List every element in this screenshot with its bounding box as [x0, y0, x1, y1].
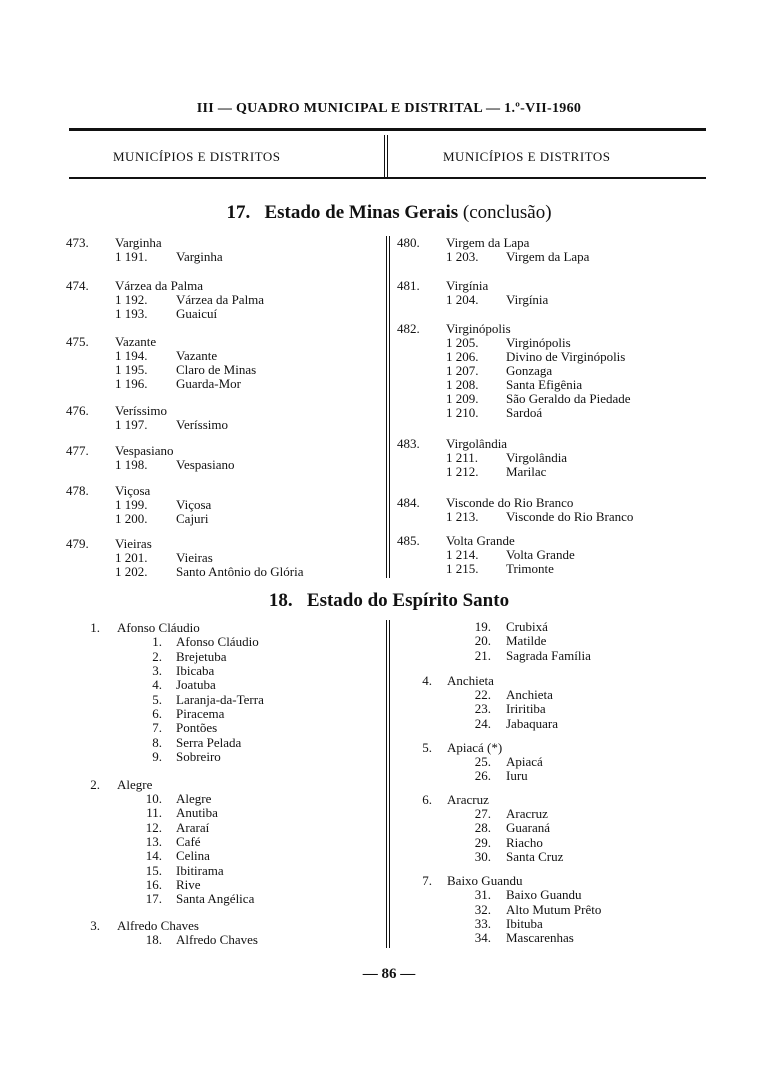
- district-name: Trimonte: [506, 561, 554, 576]
- district-name: Veríssimo: [176, 417, 228, 432]
- municipality-name: Apiacá (*): [447, 740, 503, 755]
- district-name: Guaraná: [506, 820, 551, 835]
- district-number: 1 200.: [115, 511, 148, 526]
- section-number: 17.: [226, 202, 251, 223]
- header-rule-top: [69, 128, 706, 131]
- district-name: Anchieta: [506, 687, 553, 702]
- district-name: Café: [176, 834, 201, 849]
- district-name: Anutiba: [176, 805, 218, 820]
- municipality-number: 478.: [66, 483, 89, 498]
- municipality-name: Volta Grande: [446, 533, 515, 548]
- municipality-number: 485.: [397, 533, 420, 548]
- district-number: 4.: [152, 677, 162, 692]
- municipality-name: Vespasiano: [115, 443, 174, 458]
- district-number: 33.: [474, 916, 491, 931]
- column-header-left: MUNICÍPIOS E DISTRITOS: [113, 149, 281, 164]
- municipality-name: Veríssimo: [115, 403, 167, 418]
- district-number: 34.: [474, 930, 491, 945]
- section-name: Estado do Espírito Santo: [306, 590, 510, 611]
- district-number: 11.: [146, 805, 162, 820]
- municipality-number: 477.: [66, 443, 89, 458]
- district-name: Varginha: [176, 249, 223, 264]
- district-name: Santo Antônio do Glória: [176, 564, 304, 579]
- district-number: 21.: [474, 648, 491, 663]
- district-name: Jabaquara: [506, 716, 558, 731]
- district-number: 1 202.: [115, 564, 148, 579]
- header-rule-bottom: [69, 177, 706, 179]
- municipality-name: Afonso Cláudio: [117, 620, 200, 635]
- district-name: Araraí: [176, 820, 210, 835]
- district-name: Baixo Guandu: [506, 887, 582, 902]
- district-number: 7.: [152, 720, 162, 735]
- district-name: Vazante: [176, 348, 218, 363]
- municipality-number: 483.: [397, 436, 420, 451]
- municipality-name: Varginha: [115, 235, 162, 250]
- municipality-number: 7.: [422, 873, 432, 888]
- municipality-number: 2.: [90, 777, 100, 792]
- district-name: Ibitirama: [176, 863, 224, 878]
- district-number: 1 213.: [446, 509, 479, 524]
- municipality-name: Alegre: [117, 777, 153, 792]
- municipality-number: 3.: [90, 918, 100, 933]
- district-name: Pontões: [176, 720, 218, 735]
- district-number: 1 208.: [446, 377, 479, 392]
- district-name: Rive: [176, 877, 201, 892]
- municipality-name: Aracruz: [447, 792, 489, 807]
- district-name: Volta Grande: [506, 547, 575, 562]
- district-name: Claro de Minas: [176, 362, 257, 377]
- district-number: 10.: [145, 791, 162, 806]
- district-name: Iuru: [506, 768, 528, 783]
- municipality-name: Virgolândia: [446, 436, 508, 451]
- district-number: 24.: [474, 716, 491, 731]
- district-name: Viçosa: [176, 497, 212, 512]
- district-number: 1 198.: [115, 457, 148, 472]
- district-number: 18.: [145, 932, 162, 947]
- district-number: 1 210.: [446, 405, 479, 420]
- municipality-number: 480.: [397, 235, 420, 250]
- district-number: 32.: [474, 902, 491, 917]
- district-name: Iriritiba: [506, 701, 546, 716]
- district-name: Serra Pelada: [176, 735, 242, 750]
- district-name: Piracema: [176, 706, 225, 721]
- district-name: Ibicaba: [176, 663, 215, 678]
- district-number: 20.: [474, 633, 491, 648]
- municipality-number: 1.: [90, 620, 100, 635]
- district-number: 1 192.: [115, 292, 148, 307]
- district-number: 16.: [145, 877, 162, 892]
- district-name: Virgem da Lapa: [506, 249, 590, 264]
- district-number: 31.: [474, 887, 491, 902]
- district-name: Vespasiano: [176, 457, 235, 472]
- district-name: São Geraldo da Piedade: [506, 391, 631, 406]
- district-name: Mascarenhas: [506, 930, 574, 945]
- municipality-name: Anchieta: [447, 673, 494, 688]
- district-name: Brejetuba: [176, 649, 227, 664]
- municipality-name: Virgem da Lapa: [446, 235, 530, 250]
- municipality-number: 484.: [397, 495, 420, 510]
- district-number: 26.: [474, 768, 491, 783]
- district-number: 1 205.: [446, 335, 479, 350]
- section-name: Estado de Minas Gerais: [264, 202, 459, 223]
- municipality-number: 476.: [66, 403, 89, 418]
- district-number: 3.: [152, 663, 162, 678]
- municipality-name: Vazante: [115, 334, 157, 349]
- district-number: 27.: [474, 806, 491, 821]
- district-name: Laranja-da-Terra: [176, 692, 264, 707]
- municipality-number: 481.: [397, 278, 420, 293]
- municipality-number: 474.: [66, 278, 89, 293]
- municipality-name: Alfredo Chaves: [117, 918, 199, 933]
- district-name: Sobreiro: [176, 749, 221, 764]
- municipality-name: Virgínia: [446, 278, 489, 293]
- district-name: Guarda-Mor: [176, 376, 241, 391]
- district-name: Joatuba: [176, 677, 216, 692]
- district-name: Virgolândia: [506, 450, 568, 465]
- municipality-name: Vieiras: [115, 536, 152, 551]
- municipality-name: Virginópolis: [446, 321, 511, 336]
- district-number: 5.: [152, 692, 162, 707]
- district-name: Virginópolis: [506, 335, 571, 350]
- district-number: 19.: [474, 619, 491, 634]
- district-name: Sagrada Família: [506, 648, 591, 663]
- section-suffix: (conclusão): [462, 202, 552, 223]
- section-title-18: [0, 590, 778, 612]
- district-name: Visconde do Rio Branco: [506, 509, 634, 524]
- district-name: Riacho: [506, 835, 543, 850]
- district-name: Afonso Cláudio: [176, 634, 259, 649]
- district-number: 1 204.: [446, 292, 479, 307]
- district-number: 1 211.: [446, 450, 479, 465]
- municipality-name: Baixo Guandu: [447, 873, 523, 888]
- district-number: 1 214.: [446, 547, 479, 562]
- municipality-number: 475.: [66, 334, 89, 349]
- district-number: 1 201.: [115, 550, 148, 565]
- district-name: Guaicuí: [176, 306, 218, 321]
- district-number: 23.: [474, 701, 491, 716]
- district-number: 6.: [152, 706, 162, 721]
- district-name: Sardoá: [506, 405, 543, 420]
- municipality-number: 6.: [422, 792, 432, 807]
- page-number: — 86 —: [362, 966, 416, 982]
- municipality-number: 482.: [397, 321, 420, 336]
- district-name: Apiacá: [506, 754, 543, 769]
- district-name: Alegre: [176, 791, 212, 806]
- column-header-right: MUNICÍPIOS E DISTRITOS: [443, 149, 611, 164]
- district-name: Crubixá: [506, 619, 548, 634]
- column-divider-section-18: [386, 620, 390, 948]
- district-number: 13.: [145, 834, 162, 849]
- district-number: 1 197.: [115, 417, 148, 432]
- section-title-17: [0, 202, 778, 224]
- district-name: Santa Cruz: [506, 849, 564, 864]
- district-number: 1.: [152, 634, 162, 649]
- district-number: 1 212.: [446, 464, 479, 479]
- district-number: 12.: [145, 820, 162, 835]
- district-number: 17.: [145, 891, 162, 906]
- district-number: 22.: [474, 687, 491, 702]
- district-number: 1 193.: [115, 306, 148, 321]
- municipality-name: Viçosa: [115, 483, 151, 498]
- district-name: Santa Efigênia: [506, 377, 583, 392]
- district-number: 1 196.: [115, 376, 148, 391]
- district-name: Gonzaga: [506, 363, 553, 378]
- district-name: Alfredo Chaves: [176, 932, 258, 947]
- district-number: 29.: [474, 835, 491, 850]
- district-name: Várzea da Palma: [176, 292, 265, 307]
- district-name: Ibituba: [506, 916, 543, 931]
- district-number: 28.: [474, 820, 491, 835]
- municipality-number: 5.: [422, 740, 432, 755]
- district-number: 2.: [152, 649, 162, 664]
- municipality-number: 473.: [66, 235, 89, 250]
- page-header: III — QUADRO MUNICIPAL E DISTRITAL — 1.º-VII-1960: [196, 101, 582, 116]
- municipality-number: 4.: [422, 673, 432, 688]
- district-name: Cajuri: [176, 511, 209, 526]
- district-name: Marilac: [506, 464, 547, 479]
- section-number: 18.: [268, 590, 293, 611]
- district-name: Santa Angélica: [176, 891, 255, 906]
- district-number: 1 199.: [115, 497, 148, 512]
- district-name: Aracruz: [506, 806, 548, 821]
- column-divider-header: [384, 135, 388, 177]
- district-number: 9.: [152, 749, 162, 764]
- municipality-name: Visconde do Rio Branco: [446, 495, 574, 510]
- district-name: Alto Mutum Prêto: [506, 902, 602, 917]
- district-number: 1 203.: [446, 249, 479, 264]
- district-number: 1 209.: [446, 391, 479, 406]
- district-number: 1 207.: [446, 363, 479, 378]
- district-name: Vieiras: [176, 550, 213, 565]
- district-number: 1 191.: [115, 249, 148, 264]
- district-number: 14.: [145, 848, 162, 863]
- district-name: Divino de Virginópolis: [506, 349, 626, 364]
- municipality-name: Várzea da Palma: [115, 278, 204, 293]
- municipality-number: 479.: [66, 536, 89, 551]
- district-number: 8.: [152, 735, 162, 750]
- district-number: 1 195.: [115, 362, 148, 377]
- column-divider-section-17: [386, 236, 390, 578]
- district-number: 25.: [474, 754, 491, 769]
- district-number: 1 206.: [446, 349, 479, 364]
- district-number: 1 215.: [446, 561, 479, 576]
- district-name: Celina: [176, 848, 210, 863]
- district-number: 1 194.: [115, 348, 148, 363]
- district-name: Virgínia: [506, 292, 549, 307]
- district-name: Matilde: [506, 633, 547, 648]
- district-number: 15.: [145, 863, 162, 878]
- district-number: 30.: [474, 849, 491, 864]
